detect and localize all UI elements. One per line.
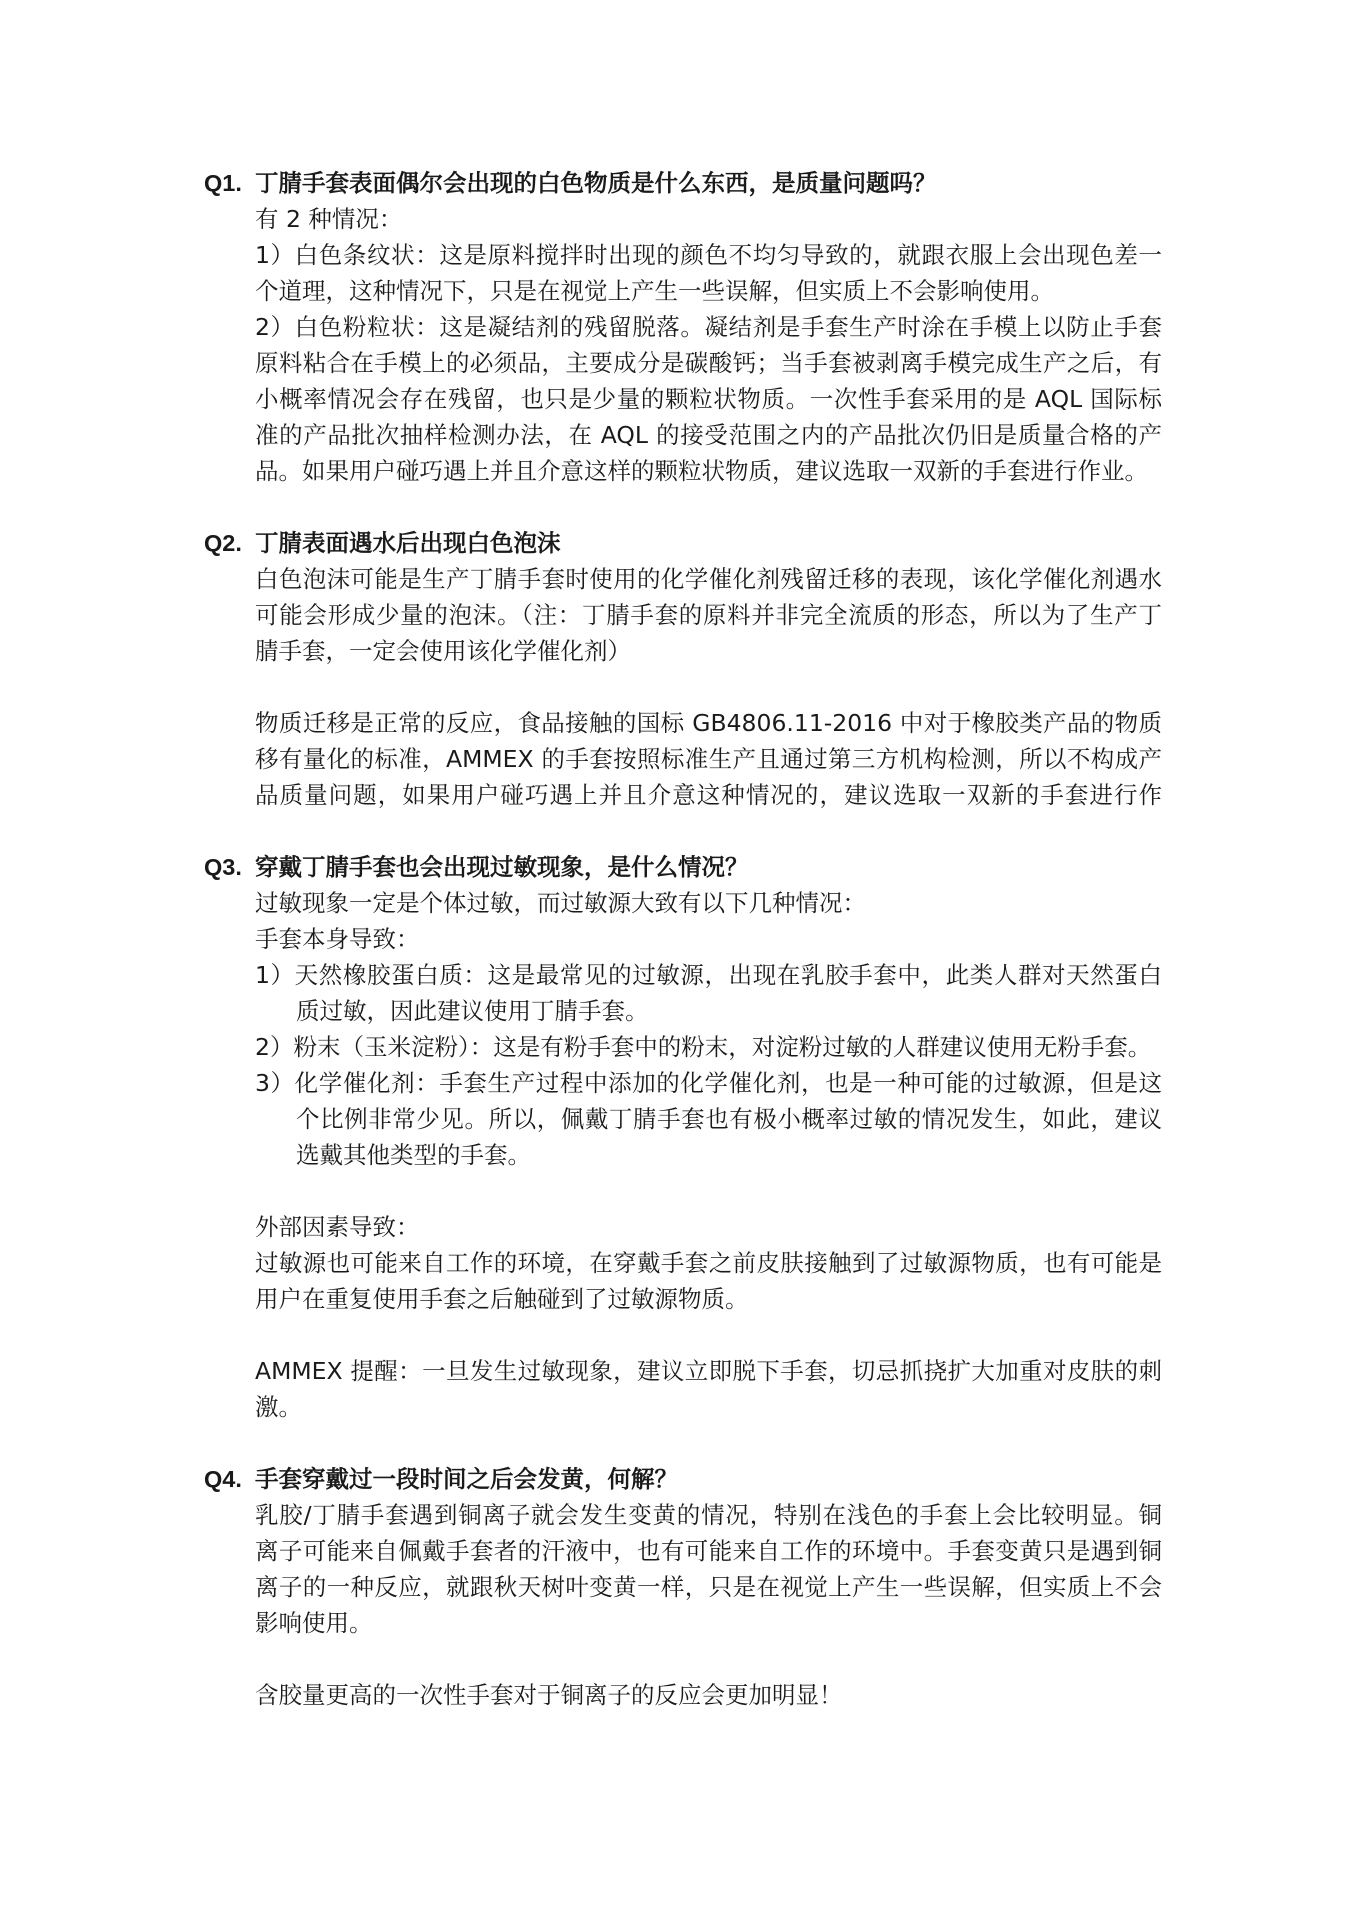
- answer-text-line: 品质量问题，如果用户碰巧遇上并且介意这种情况的，建议选取一双新的手套进行作: [255, 781, 1162, 809]
- answer-text-line: 激。: [255, 1393, 302, 1421]
- answer-text-line: 个道理，这种情况下，只是在视觉上产生一些误解，但实质上不会影响使用。: [255, 277, 1054, 305]
- answer-text-line: 品。如果用户碰巧遇上并且介意这样的颗粒状物质，建议选取一双新的手套进行作业。: [255, 457, 1148, 485]
- answer-text-line: 含胶量更高的一次性手套对于铜离子的反应会更加明显！: [255, 1681, 843, 1709]
- question-number: Q3.: [204, 854, 242, 880]
- question-number: Q4.: [204, 1466, 242, 1492]
- answer-text-line: 白色泡沫可能是生产丁腈手套时使用的化学催化剂残留迁移的表现，该化学催化剂遇水: [255, 565, 1162, 593]
- spacer: [204, 1317, 1164, 1353]
- answer-text-line: 用户在重复使用手套之后触碰到了过敏源物质。: [255, 1285, 749, 1313]
- answer-text-line: 2）白色粉粒状：这是凝结剂的残留脱落。凝结剂是手套生产时涂在手模上以防止手套: [255, 313, 1162, 341]
- question-heading: [204, 1461, 1164, 1497]
- spacer: [204, 1425, 1164, 1461]
- answer-text-line: 离子的一种反应，就跟秋天树叶变黄一样，只是在视觉上产生一些误解，但实质上不会: [255, 1573, 1162, 1601]
- answer-text-line: 小概率情况会存在残留，也只是少量的颗粒状物质。一次性手套采用的是 AQL 国际标: [255, 385, 1162, 413]
- question-number: Q2.: [204, 530, 242, 556]
- answer-text-line: 个比例非常少见。所以，佩戴丁腈手套也有极小概率过敏的情况发生，如此，建议: [296, 1105, 1162, 1133]
- answer-text-line: 过敏源也可能来自工作的环境，在穿戴手套之前皮肤接触到了过敏源物质，也有可能是: [255, 1249, 1162, 1277]
- spacer: [204, 669, 1164, 705]
- answer-text-line: 选戴其他类型的手套。: [296, 1141, 531, 1169]
- question-title: 穿戴丁腈手套也会出现过敏现象，是什么情况？: [255, 853, 749, 881]
- answer-text-line: 手套本身导致：: [255, 925, 420, 953]
- answer-text-line: AMMEX 提醒：一旦发生过敏现象，建议立即脱下手套，切忌抓挠扩大加重对皮肤的刺: [255, 1357, 1162, 1385]
- faq-document: [204, 165, 1164, 1713]
- question-heading: [204, 525, 1164, 561]
- answer-text-line: 移有量化的标准，AMMEX 的手套按照标准生产且通过第三方机构检测，所以不构成产: [255, 745, 1162, 773]
- question-heading: [204, 849, 1164, 885]
- answer-text-line: 乳胶/丁腈手套遇到铜离子就会发生变黄的情况，特别在浅色的手套上会比较明显。铜: [255, 1501, 1162, 1529]
- answer-text-line: 物质迁移是正常的反应，食品接触的国标 GB4806.11-2016 中对于橡胶类产品的物质: [255, 709, 1162, 737]
- spacer: [204, 1173, 1164, 1209]
- answer-text-line: 离子可能来自佩戴手套者的汗液中，也有可能来自工作的环境中。手套变黄只是遇到铜: [255, 1537, 1162, 1565]
- answer-text-line: 质过敏，因此建议使用丁腈手套。: [296, 997, 649, 1025]
- question-title: 手套穿戴过一段时间之后会发黄，何解？: [255, 1465, 678, 1493]
- answer-text-line: 1）白色条纹状：这是原料搅拌时出现的颜色不均匀导致的，就跟衣服上会出现色差一: [255, 241, 1162, 269]
- answer-text-line: 准的产品批次抽样检测办法，在 AQL 的接受范围之内的产品批次仍旧是质量合格的产: [255, 421, 1162, 449]
- question-title: 丁腈手套表面偶尔会出现的白色物质是什么东西，是质量问题吗？: [255, 169, 937, 197]
- spacer: [204, 1641, 1164, 1677]
- answer-text-line: 2）粉末（玉米淀粉）：这是有粉手套中的粉末，对淀粉过敏的人群建议使用无粉手套。: [255, 1033, 1152, 1061]
- question-number: Q1.: [204, 170, 242, 196]
- answer-text-line: 原料粘合在手模上的必须品，主要成分是碳酸钙；当手套被剥离手模完成生产之后，有: [255, 349, 1162, 377]
- answer-text-line: 外部因素导致：: [255, 1213, 420, 1241]
- question-heading: [204, 165, 1164, 201]
- answer-text-line: 腈手套，一定会使用该化学催化剂）: [255, 637, 631, 665]
- answer-text-line: 影响使用。: [255, 1609, 373, 1637]
- question-title: 丁腈表面遇水后出现白色泡沫: [255, 529, 561, 557]
- answer-text-line: 可能会形成少量的泡沫。（注：丁腈手套的原料并非完全流质的形态，所以为了生产丁: [255, 601, 1162, 629]
- answer-text-line: 有 2 种情况：: [255, 205, 403, 233]
- answer-text-line: 3）化学催化剂：手套生产过程中添加的化学催化剂，也是一种可能的过敏源，但是这: [255, 1069, 1162, 1097]
- answer-text-line: 1）天然橡胶蛋白质：这是最常见的过敏源，出现在乳胶手套中，此类人群对天然蛋白: [255, 961, 1162, 989]
- spacer: [204, 813, 1164, 849]
- spacer: [204, 489, 1164, 525]
- answer-text-line: 过敏现象一定是个体过敏，而过敏源大致有以下几种情况：: [255, 889, 866, 917]
